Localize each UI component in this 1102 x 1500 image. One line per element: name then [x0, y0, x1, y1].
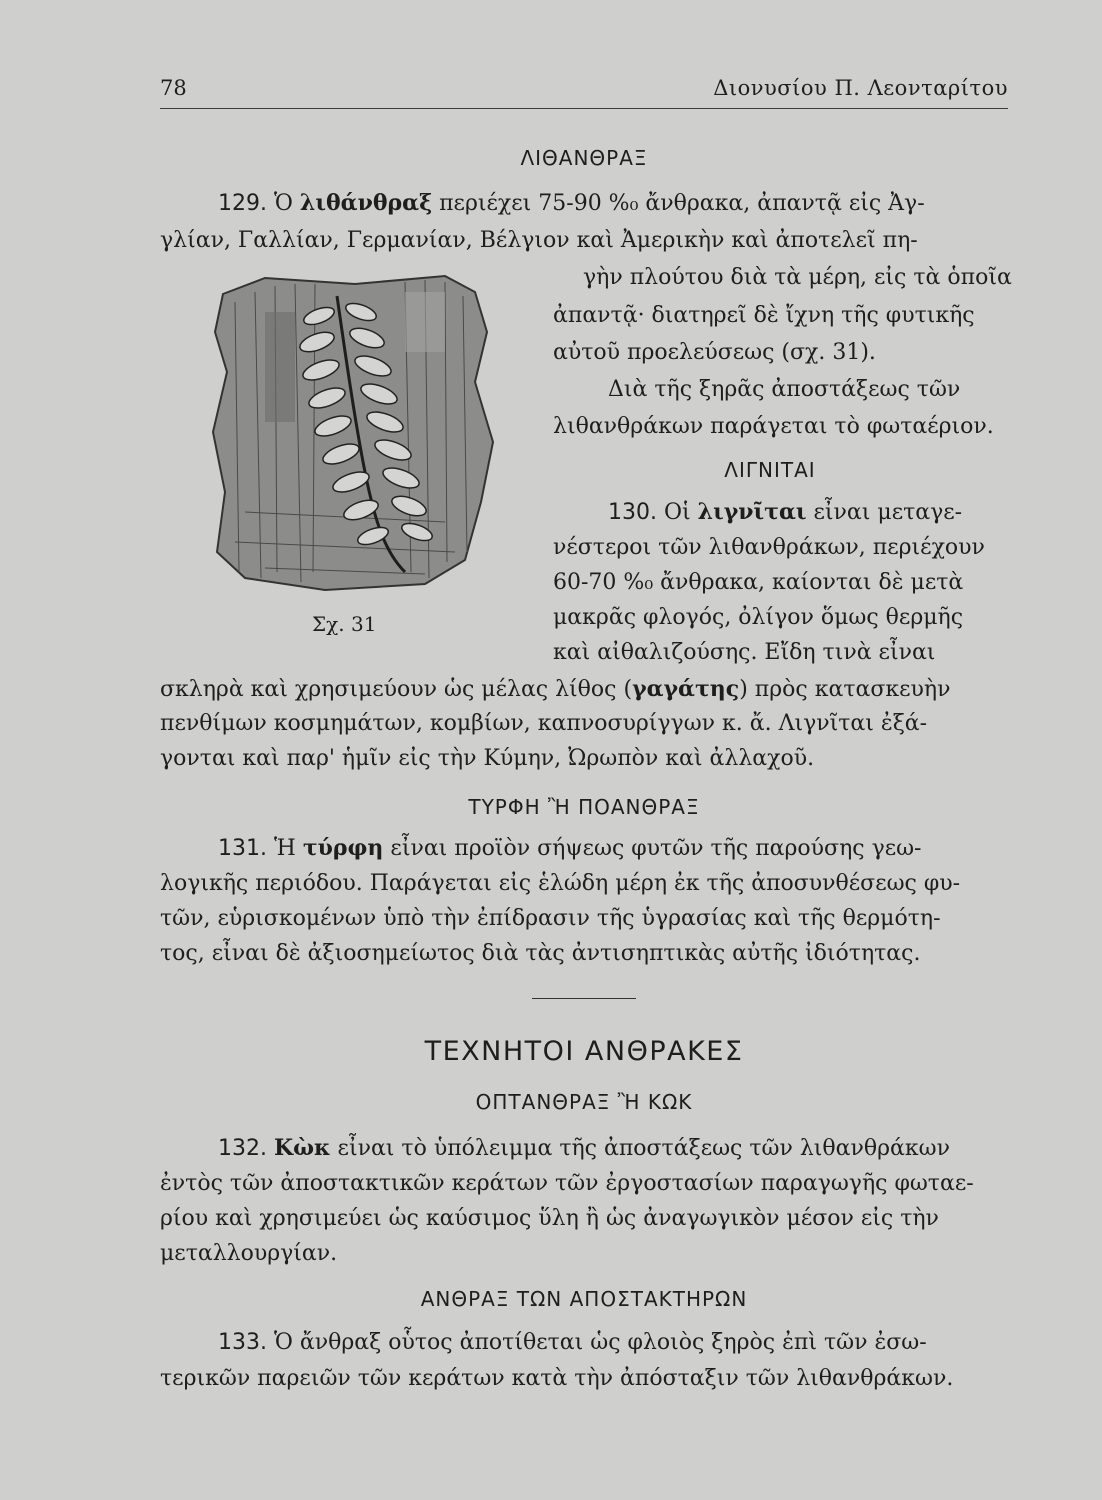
paragraph-133-line: 133. Ὁ ἄνθραξ οὗτος ἀποτίθεται ὡς φλοιὸς ξηρὸς ἐπὶ τῶν ἐσω-	[218, 1330, 927, 1355]
term-kok: Κὼκ	[273, 1135, 331, 1161]
section-number: 133.	[218, 1330, 267, 1355]
paragraph-line: σκληρὰ καὶ χρησιμεύουν ὡς μέλας λίθος (γαγάτης) πρὸς κατασκευὴν	[160, 676, 951, 702]
paragraph-line: τος, εἶναι δὲ ἀξιοσημείωτος διὰ τὰς ἀντισηπτικὰς αὐτῆς ἰδιότητας.	[160, 941, 921, 966]
paragraph-line: μακρᾶς φλογός, ὀλίγον ὅμως θερμῆς	[553, 605, 964, 630]
page-number: 78	[160, 76, 187, 100]
heading-tyrfi: ΤΥΡΦΗ Ἢ ΠΟΑΝΘΡΑΞ	[468, 795, 700, 819]
paragraph-line: ἐντὸς τῶν ἀποστακτικῶν κεράτων τῶν ἐργοστασίων παραγωγῆς φωταε-	[160, 1171, 974, 1196]
header-rule	[160, 108, 1008, 109]
heading-lithanthrax: ΛΙΘΑΝΘΡΑΞ	[520, 146, 648, 170]
paragraph-132-line: 132. Κὼκ εἶναι τὸ ὑπόλειμμα τῆς ἀποστάξεως τῶν λιθανθράκων	[218, 1135, 950, 1161]
page-header	[160, 72, 1008, 106]
term-lignitai: λιγνῖται	[697, 499, 807, 525]
paragraph-line: γλίαν, Γαλλίαν, Γερμανίαν, Βέλγιον καὶ Ἀμερικὴν καὶ ἀποτελεῖ πη-	[160, 228, 918, 253]
term-tyrfi: τύρφη	[302, 835, 384, 861]
paragraph-line: γονται καὶ παρ' ἡμῖν εἰς τὴν Κύμην, Ὠρωπὸν καὶ ἀλλαχοῦ.	[160, 746, 815, 771]
paragraph-line: ρίου καὶ χρησιμεύει ὡς καύσιμος ὕλη ἢ ὡς ἀναγωγικὸν μέσον εἰς τὴν	[160, 1206, 939, 1231]
paragraph-line: τῶν, εὑρισκομένων ὑπὸ τὴν ἐπίδρασιν τῆς ὑγρασίας καὶ τῆς θερμότη-	[160, 906, 941, 931]
section-number: 131.	[218, 836, 267, 861]
figure-caption: Σχ. 31	[312, 612, 377, 636]
paragraph-line: γὴν πλούτου διὰ τὰ μέρη, εἰς τὰ ὁποῖα	[583, 265, 1012, 290]
paragraph-line: ἀπαντᾷ· διατηρεῖ δὲ ἴχνη τῆς φυτικῆς	[553, 303, 975, 328]
running-title: Διονυσίου Π. Λεονταρίτου	[713, 76, 1008, 100]
paragraph-line: πενθίμων κοσμημάτων, κομβίων, καπνοσυρίγγων κ. ἄ. Λιγνῖται ἐξά-	[160, 711, 928, 736]
heading-technitoi: ΤΕΧΝΗΤΟΙ ΑΝΘΡΑΚΕΣ	[424, 1036, 744, 1067]
term-gagatis: γαγάτης	[632, 676, 740, 702]
paragraph-line: νέστεροι τῶν λιθανθράκων, περιέχουν	[553, 535, 985, 560]
paragraph-line: τερικῶν παρειῶν τῶν κεράτων κατὰ τὴν ἀπόσταξιν τῶν λιθανθράκων.	[160, 1366, 954, 1391]
heading-lignitai: ΛΙΓΝΙΤΑΙ	[724, 458, 816, 482]
paragraph-line: λογικῆς περιόδου. Παράγεται εἰς ἑλώδη μέρη ἐκ τῆς ἀποσυνθέσεως φυ-	[160, 871, 961, 896]
term-lithanthrax: λιθάνθραξ	[299, 190, 433, 216]
section-number: 129.	[218, 191, 267, 216]
fossil-fern-figure	[205, 272, 505, 602]
paragraph-line: αὐτοῦ προελεύσεως (σχ. 31).	[553, 340, 876, 365]
paragraph-129-line: 129. Ὁ λιθάνθραξ περιέχει 75-90 %₀ ἄνθρακα, ἀπαντᾷ εἰς Ἀγ-	[218, 190, 925, 216]
paragraph-line: Διὰ τῆς ξηρᾶς ἀποστάξεως τῶν	[608, 377, 961, 402]
paragraph-line: 60-70 %₀ ἄνθρακα, καίονται δὲ μετὰ	[553, 570, 964, 595]
paragraph-130-line: 130. Οἱ λιγνῖται εἶναι μεταγε-	[608, 499, 963, 525]
section-divider	[532, 998, 636, 999]
paragraph-line: μεταλλουργίαν.	[160, 1241, 338, 1266]
fossil-fern-illustration	[205, 272, 505, 602]
paragraph-line: λιθανθράκων παράγεται τὸ φωταέριον.	[553, 414, 994, 439]
paragraph-line: καὶ αἰθαλιζούσης. Εἴδη τινὰ εἶναι	[553, 640, 936, 665]
paragraph-131-line: 131. Ἡ τύρφη εἶναι προϊὸν σήψεως φυτῶν τῆς παρούσης γεω-	[218, 835, 922, 861]
section-number: 132.	[218, 1136, 267, 1161]
heading-apostaktiron: ΑΝΘΡΑΞ ΤΩΝ ΑΠΟΣΤΑΚΤΗΡΩΝ	[420, 1287, 748, 1311]
section-number: 130.	[608, 500, 657, 525]
heading-optanthrax: ΟΠΤΑΝΘΡΑΞ Ἢ ΚΩΚ	[475, 1090, 693, 1114]
